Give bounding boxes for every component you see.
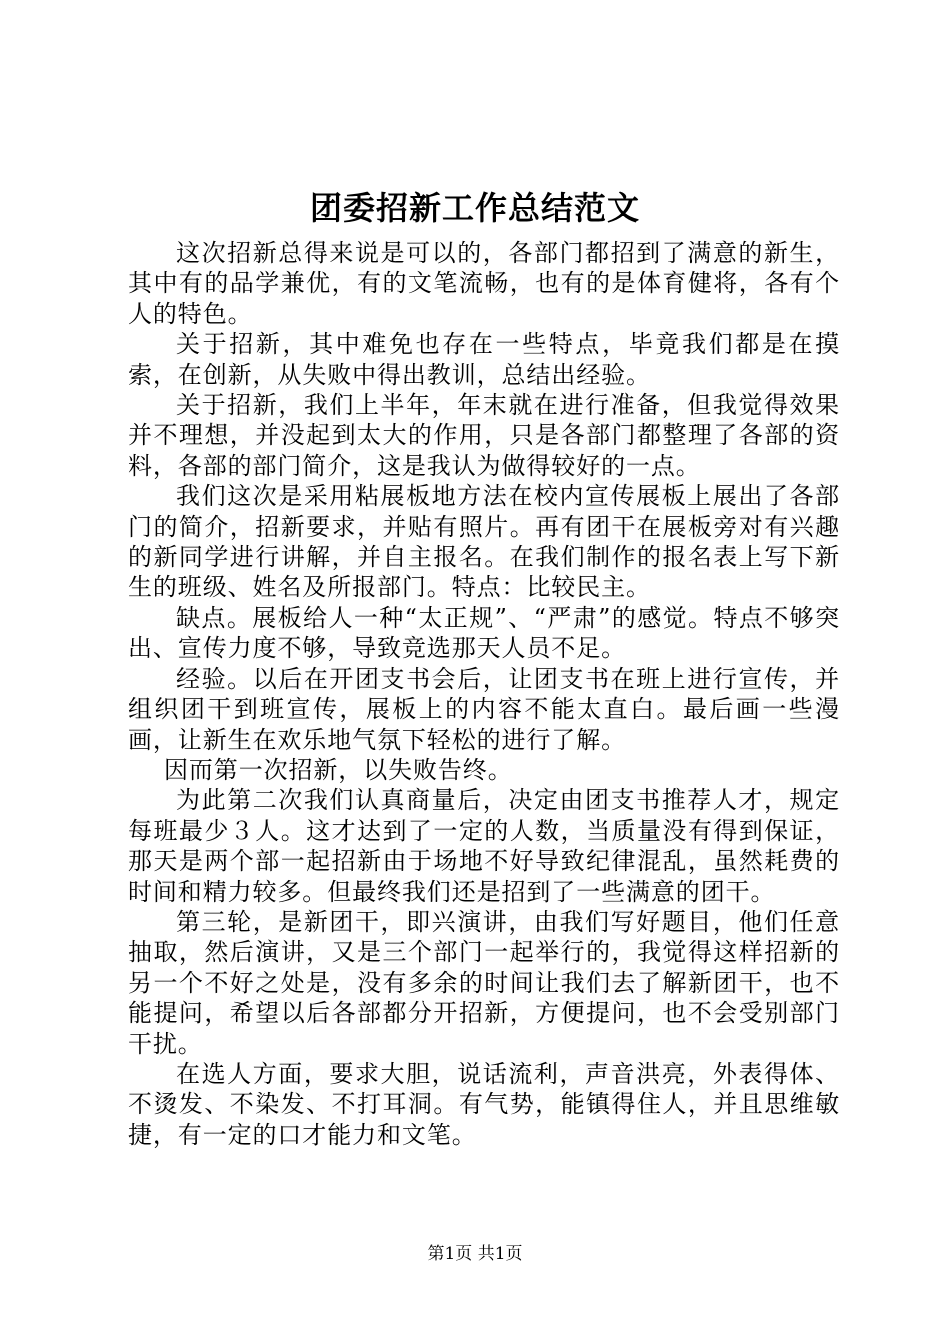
paragraph-9: 第三轮，是新团干，即兴演讲，由我们写好题目，他们任意抽取，然后演讲，又是三个部门一起举行的，我觉得这样招新的另一个不好之处是，没有多余的时间让我们去了解新团干，也不能提问，希望以后各部都分开招新，方便提问，也不会受别部门干扰。 [128, 907, 840, 1058]
paragraph-1: 这次招新总得来说是可以的，各部门都招到了满意的新生，其中有的品学兼优，有的文笔流畅，也有的是体育健将，各有个人的特色。 [128, 239, 840, 328]
paragraph-8: 为此第二次我们认真商量后，决定由团支书推荐人才，规定每班最少３人。这才达到了一定的人数，当质量没有得到保证，那天是两个部一起招新由于场地不好导致纪律混乱，虽然耗费的时间和精力较多。但最终我们还是招到了一些满意的团干。 [128, 786, 840, 906]
paragraph-3: 关于招新，我们上半年，年末就在进行准备，但我觉得效果并不理想，并没起到太大的作用，只是各部门都整理了各部的资料，各部的部门简介，这是我认为做得较好的一点。 [128, 391, 840, 480]
document-title: 团委招新工作总结范文 [309, 189, 640, 227]
paragraph-4: 我们这次是采用粘展板地方法在校内宣传展板上展出了各部门的简介，招新要求，并贴有照片。再有团干在展板旁对有兴趣的新同学进行讲解，并自主报名。在我们制作的报名表上写下新生的班级、姓名及所报部门。特点：比较民主。 [128, 482, 840, 602]
paragraph-7: 因而第一次招新，以失败告终。 [164, 755, 513, 784]
paragraph-5: 缺点。展板给人一种“太正规”、“严肃”的感觉。特点不够突出、宣传力度不够，导致竞选那天人员不足。 [128, 603, 840, 663]
document-body [128, 238, 840, 1150]
paragraph-2: 关于招新，其中难免也存在一些特点，毕竟我们都是在摸索，在创新，从失败中得出教训，总结出经验。 [128, 330, 840, 389]
paragraph-10: 在选人方面，要求大胆，说话流利，声音洪亮，外表得体、不烫发、不染发、不打耳洞。有气势，能镇得住人，并且思维敏捷，有一定的口才能力和文笔。 [128, 1059, 840, 1149]
page-footer: 第1页 共1页 [427, 1244, 523, 1264]
paragraph-6: 经验。以后在开团支书会后，让团支书在班上进行宣传，并组织团干到班宣传，展板上的内容不能太直白。最后画一些漫画，让新生在欢乐地气氛下轻松的进行了解。 [128, 664, 840, 754]
